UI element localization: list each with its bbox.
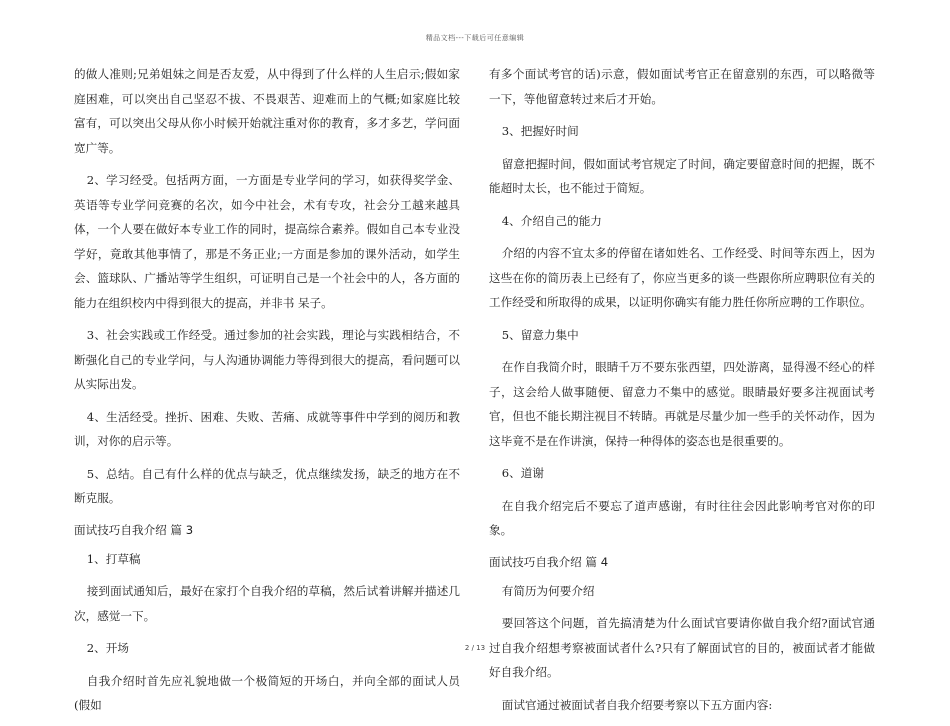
paragraph: 留意把握时间，假如面试考官规定了时间，确定要留意时间的把握，既不能超时太长，也不能过于简短。 [489,156,875,195]
page-header: 精品文档---下载后可任意编辑 [425,34,525,42]
left-column [74,62,460,726]
paragraph: 2、开场 [86,641,129,655]
paragraph: 在作自我简介时，眼睛千万不要东张西望，四处游离，显得漫不经心的样子，这会给人做事随便、留意力不集中的感觉。眼睛最好要多注视面试考官，但也不能长期注视目不转睛。再就是尽量少加一些手的关怀动作，因为这毕竟不是在作讲演，保持一种得体的姿态也是很重要的。 [489,360,875,448]
paragraph: 的做人准则;兄弟姐妹之间是否友爱，从中得到了什么样的人生启示;假如家庭困难，可以突出自己坚忍不拔、不畏艰苦、迎难而上的气概;如家庭比较富有，可以突出父母从你小时候开始就注重对你的教育，多才多艺，学问面宽广等。 [74,67,460,155]
paragraph: 自我介绍时首先应礼貌地做一个极简短的开场白，并向全部的面试人员(假如 [74,673,460,712]
section-heading: 面试技巧自我介绍 篇 4 [489,554,609,569]
paragraph: 1、打草稿 [86,551,141,566]
paragraph: 3、把握好时间 [501,124,579,138]
page-number: 2 / 13 [464,644,486,652]
paragraph: 面试官通过被面试者自我介绍要考察以下五方面内容: [501,697,773,712]
paragraph: 有多个面试考官的话)示意，假如面试考官正在留意别的东西，可以略微等一下，等他留意转过来后才开始。 [489,67,875,106]
paragraph: 3、社会实践或工作经受。通过参加的社会实践，理论与实践相结合，不断强化自己的专业学问，与人沟通协调能力等得到很大的提高，看问题可以从实际出发。 [74,328,460,391]
paragraph: 在自我介绍完后不要忘了道声感谢，有时往往会因此影响考官对你的印象。 [489,498,875,537]
paragraph: 4、介绍自己的能力 [501,213,602,228]
paragraph: 有简历为何要介绍 [501,583,595,598]
paragraph: 4、生活经受。挫折、困难、失败、苦痛、成就等事件中学到的阅历和教训，对你的启示等。 [74,409,460,448]
paragraph: 5、留意力集中 [501,327,579,342]
paragraph: 2、学习经受。包括两方面，一方面是专业学问的学习，如获得奖学金、英语等专业学问竞赛的名次，如今中社会，术有专攻，社会分工越来越具体，一个人要在做好本专业工作的同时，提高综合素养。假如自己本专业没学好，竟敢其他事情了，那是不务正业;一方面是参加的课外活动，如学生会、篮球队、广播站等学生组织，可证明自己是一个社会中的人，各方面的能力在组织校内中得到很大的提高，并非书 呆子。 [74,173,460,310]
section-heading: 面试技巧自我介绍 篇 3 [74,522,194,537]
paragraph: 要回答这个问题，首先搞清楚为什么面试官要请你做自我介绍?面试官通过自我介绍想考察被面试者什么?只有了解面试官的目的，被面试者才能做好自我介绍。 [489,616,875,679]
paragraph: 5、总结。自己有什么样的优点与缺乏，优点继续发扬，缺乏的地方在不断克服。 [74,466,460,505]
paragraph: 接到面试通知后，最好在家打个自我介绍的草稿，然后试着讲解并描述几次，感觉一下。 [74,584,460,623]
paragraph: 介绍的内容不宜太多的停留在诸如姓名、工作经受、时间等东西上，因为这些在你的简历表上已经有了，你应当更多的谈一些跟你所应聘职位有关的工作经受和所取得的成果，以证明你确实有能力胜任你所应聘的工作职位。 [489,246,875,309]
right-column [489,62,875,725]
paragraph: 6、道谢 [501,466,544,480]
